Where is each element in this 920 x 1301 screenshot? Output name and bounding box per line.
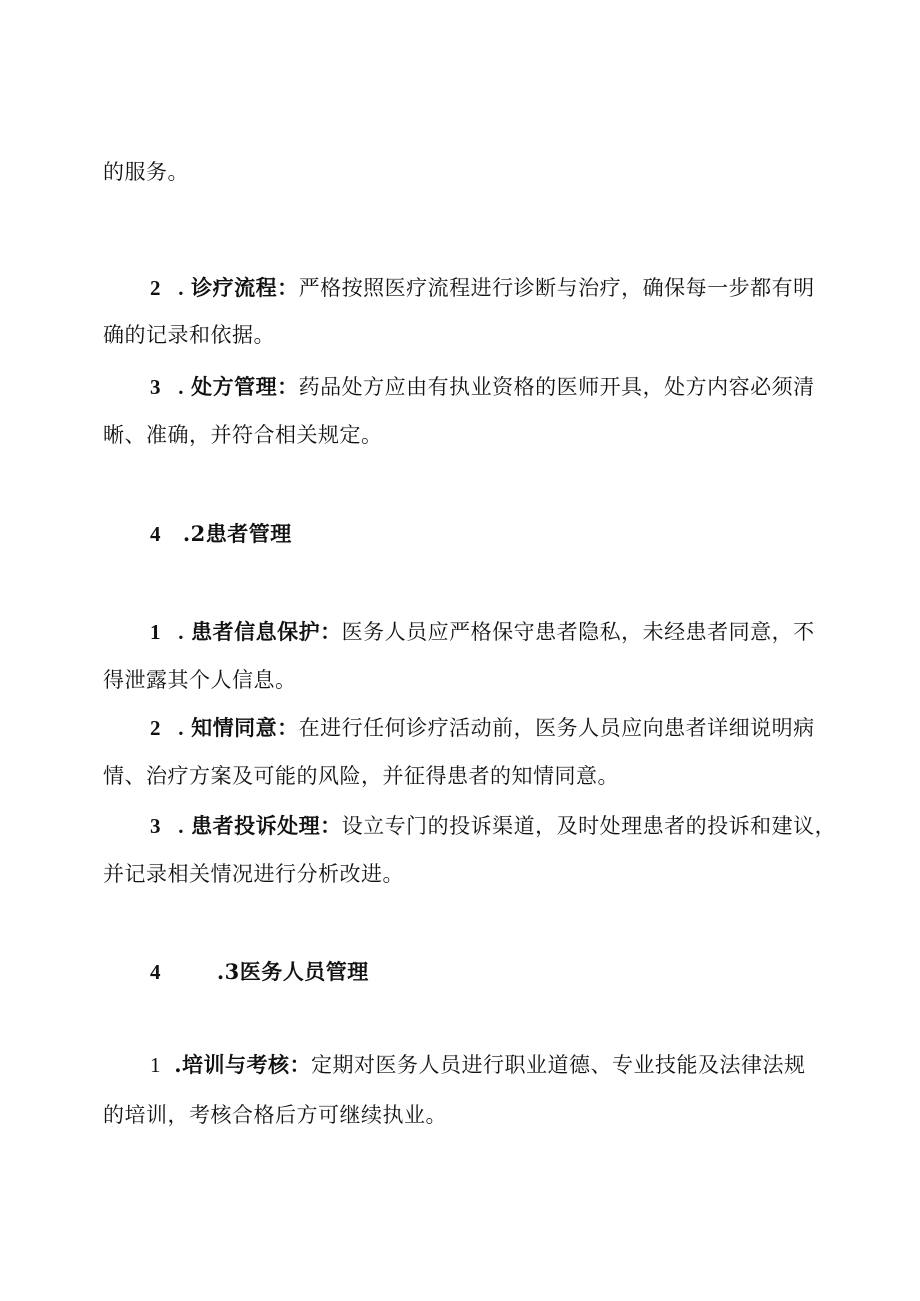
list-item-continuation xyxy=(103,1100,447,1130)
list-item-line xyxy=(150,1050,806,1080)
item-dot: . xyxy=(178,375,184,399)
section-number: 4 xyxy=(150,960,161,984)
item-number: 2 xyxy=(150,716,161,740)
item-text: 设立专门的投诉渠道，及时处理患者的投诉和建议， xyxy=(341,814,837,838)
item-text: 在进行任何诊疗活动前，医务人员应向患者详细说明病 xyxy=(298,716,815,740)
item-dot: . xyxy=(178,814,184,838)
item-text: 的培训，考核合格后方可继续执业。 xyxy=(103,1103,447,1127)
item-text: 确的记录和依据。 xyxy=(103,323,275,347)
list-item-line xyxy=(150,273,815,303)
section-title: .2患者管理 xyxy=(182,521,292,546)
item-number: 1 xyxy=(150,620,161,644)
item-dot: . xyxy=(178,716,184,740)
section-heading xyxy=(150,519,292,549)
list-item-continuation xyxy=(103,665,297,695)
intro-tail-text: 的服务。 xyxy=(103,160,189,184)
item-dot: . xyxy=(178,620,184,644)
item-title: 知情同意： xyxy=(191,715,299,740)
item-number: 3 xyxy=(150,814,161,838)
item-text: 情、治疗方案及可能的风险，并征得患者的知情同意。 xyxy=(103,764,619,788)
list-item-continuation xyxy=(103,859,404,889)
list-item-line xyxy=(150,372,815,402)
list-item-continuation xyxy=(103,420,383,450)
section-number: 4 xyxy=(150,522,161,546)
item-dot: . xyxy=(178,276,184,300)
item-text: 并记录相关情况进行分析改进。 xyxy=(103,862,404,886)
item-text: 严格按照医疗流程进行诊断与治疗，确保每一步都有明 xyxy=(298,276,815,300)
list-item-continuation xyxy=(103,761,619,791)
item-title: 处方管理： xyxy=(191,374,299,399)
item-title: 患者投诉处理： xyxy=(191,813,342,838)
item-number: 2 xyxy=(150,276,161,300)
section-heading xyxy=(150,957,369,987)
item-text: 药品处方应由有执业资格的医师开具，处方内容必须清 xyxy=(298,375,815,399)
section-title: .3医务人员管理 xyxy=(216,959,369,984)
item-text: 医务人员应严格保守患者隐私，未经患者同意，不 xyxy=(341,620,815,644)
list-item-line xyxy=(150,811,836,841)
paragraph-line xyxy=(103,157,189,187)
item-text: 晰、准确，并符合相关规定。 xyxy=(103,423,383,447)
item-title: 诊疗流程： xyxy=(191,275,299,300)
item-text: 定期对医务人员进行职业道德、专业技能及法律法规 xyxy=(311,1053,806,1077)
list-item-continuation xyxy=(103,320,275,350)
item-title: .培训与考核： xyxy=(174,1052,311,1077)
list-item-line xyxy=(150,713,815,743)
list-item-line xyxy=(150,617,815,647)
item-number: 3 xyxy=(150,375,161,399)
item-number: 1 xyxy=(150,1053,161,1077)
item-text: 得泄露其个人信息。 xyxy=(103,668,297,692)
item-title: 患者信息保护： xyxy=(191,619,342,644)
